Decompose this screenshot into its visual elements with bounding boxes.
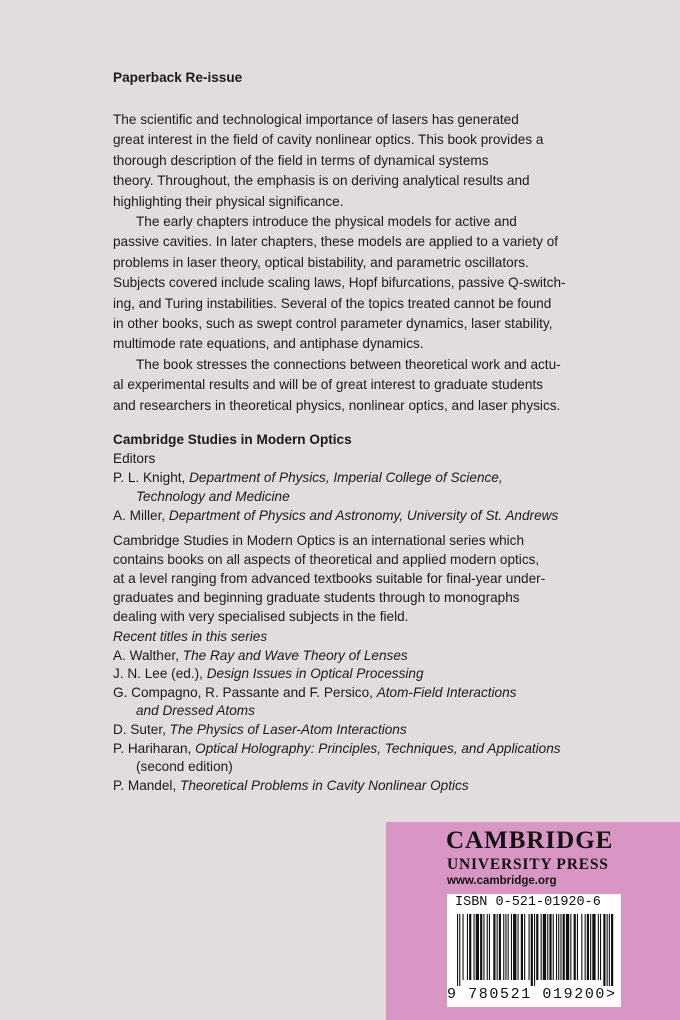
barcode-bar <box>508 914 509 980</box>
recent-title-entry <box>113 740 583 759</box>
editors-label: Editors <box>113 451 156 466</box>
barcode-bar <box>543 914 546 980</box>
recent-author: G. Compagno, R. Passante and F. Persico, <box>113 684 377 700</box>
barcode-bar <box>518 914 519 980</box>
editor-affiliation-cont: Technology and Medicine <box>136 489 290 504</box>
publisher-name: CAMBRIDGE <box>446 827 614 854</box>
barcode-bar <box>483 914 484 980</box>
description-line: great interest in the field of cavity nonlinear optics. This book provides a <box>113 132 544 148</box>
barcode-bar <box>536 914 538 980</box>
series-about-line: contains books on all aspects of theoretical and applied modern optics, <box>113 552 540 567</box>
publisher-subtitle: UNIVERSITY PRESS <box>447 856 609 873</box>
barcode-bar <box>459 914 460 986</box>
barcode-bar <box>577 914 578 980</box>
barcode-bar <box>493 914 495 980</box>
barcode-bar <box>600 914 601 980</box>
recent-titles <box>113 628 583 795</box>
barcode-bar <box>503 914 504 980</box>
recent-title: The Physics of Laser-Atom Interactions <box>169 721 407 737</box>
barcode-bar <box>499 914 501 980</box>
barcode-bar <box>574 914 576 980</box>
barcode-bar <box>487 914 488 980</box>
editor-affiliation: Department of Physics, Imperial College of Science, <box>189 470 503 485</box>
barcode-bars <box>453 914 615 986</box>
description-line: multimode rate equations, and antiphase dynamics. <box>113 336 424 352</box>
recent-author: P. Mandel, <box>113 777 181 793</box>
isbn-label: ISBN 0-521-01920-6 <box>455 895 601 910</box>
recent-title: Design Issues in Optical Processing <box>206 666 424 682</box>
barcode-bar <box>607 914 608 986</box>
series-about-line: graduates and beginning graduate students through to monographs <box>113 590 520 605</box>
barcode-bar <box>587 914 589 980</box>
barcode-bar <box>541 914 542 980</box>
description-line: al experimental results and will be of great interest to graduate students <box>113 377 543 393</box>
barcode-bar <box>592 914 595 980</box>
series-about-line: at a level ranging from advanced textbooks suitable for final-year under- <box>113 571 546 586</box>
editor-entry <box>113 468 583 487</box>
publisher-panel <box>386 822 680 1020</box>
recent-title-note: (second edition) <box>136 759 233 775</box>
description-line: theory. Throughout, the emphasis is on deriving analytical results and <box>113 173 530 189</box>
publisher-website: www.cambridge.org <box>447 875 557 887</box>
description-line: highlighting their physical significance. <box>113 193 344 209</box>
editor-name: A. Miller, <box>113 508 169 523</box>
barcode-bar <box>566 914 569 980</box>
recent-author: A. Walther, <box>113 647 183 663</box>
barcode-bar <box>585 914 586 980</box>
description-line: passive cavities. In later chapters, these models are applied to a variety of <box>113 234 559 250</box>
barcode-bar <box>547 914 548 980</box>
barcode-bar <box>480 914 482 980</box>
recent-title-entry <box>113 721 583 740</box>
recent-title-entry <box>113 647 583 666</box>
description-line: ing, and Turing instabilities. Several of the topics treated cannot be found <box>113 295 552 311</box>
barcode-bar <box>511 914 512 980</box>
barcode-bar <box>463 914 464 980</box>
barcode-bar <box>474 914 475 980</box>
recent-title: Theoretical Problems in Cavity Nonlinear Optics <box>180 777 469 793</box>
barcode-bar <box>524 914 525 980</box>
barcode-bar <box>513 914 516 980</box>
barcode-bar <box>581 914 582 980</box>
barcode-bar <box>531 914 533 986</box>
recent-author: P. Hariharan, <box>113 740 196 756</box>
description-line: and researchers in theoretical physics, nonlinear optics, and laser physics. <box>113 397 561 413</box>
ean-number: 9 780521 019200 <box>447 986 607 1003</box>
recent-title-cont: and Dressed Atoms <box>136 703 255 719</box>
description-line: The early chapters introduce the physical models for active and <box>136 214 517 230</box>
barcode-bar <box>563 914 565 980</box>
back-cover-heading: Paperback Re-issue <box>113 70 243 85</box>
ean-arrow: > <box>606 986 617 1003</box>
recent-author: D. Suter, <box>113 721 170 737</box>
barcode-bar <box>553 914 554 980</box>
barcode-bar <box>598 914 599 980</box>
barcode-bar <box>603 914 605 986</box>
barcode-bar <box>457 914 458 986</box>
barcode-bar <box>497 914 498 980</box>
barcode-bar <box>590 914 591 980</box>
barcode-bar <box>476 914 479 980</box>
recent-titles-label: Recent titles in this series <box>113 629 268 644</box>
recent-title: Atom-Field Interactions <box>376 684 517 700</box>
barcode-bar <box>611 914 613 986</box>
editor-entry <box>113 506 583 525</box>
barcode-bar <box>529 914 530 980</box>
recent-title-entry <box>113 665 583 684</box>
ean-digits <box>447 986 621 1003</box>
series-title: Cambridge Studies in Modern Optics <box>113 432 352 447</box>
book-description <box>113 110 583 416</box>
series-about-line: Cambridge Studies in Modern Optics is an international series which <box>113 533 525 548</box>
barcode-bar <box>469 914 471 980</box>
description-line: problems in laser theory, optical bistability, and parametric oscillators. <box>113 254 529 270</box>
recent-title: Optical Holography: Principles, Techniques, and Applications <box>195 740 561 756</box>
barcode <box>447 894 621 1007</box>
barcode-bar <box>505 914 506 980</box>
barcode-bar <box>570 914 571 980</box>
barcode-bar <box>558 914 559 980</box>
description-line: The book stresses the connections between theoretical work and actu- <box>136 356 561 372</box>
barcode-bar <box>467 914 468 980</box>
recent-title-entry <box>113 684 583 703</box>
barcode-bar <box>489 914 490 980</box>
barcode-bar <box>556 914 557 980</box>
editor-name: P. L. Knight, <box>113 470 190 485</box>
recent-title: The Ray and Wave Theory of Lenses <box>182 647 408 663</box>
barcode-bar <box>609 914 610 986</box>
description-line: thorough description of the field in terms of dynamical systems <box>113 152 489 168</box>
editor-affiliation: Department of Physics and Astronomy, University of St. Andrews <box>168 508 559 523</box>
series-about-line: dealing with very specialised subjects in the field. <box>113 609 409 624</box>
barcode-bar <box>521 914 523 980</box>
recent-title-entry <box>113 777 583 796</box>
description-line: in other books, such as swept control parameter dynamics, laser stability, <box>113 316 553 332</box>
barcode-bar <box>560 914 561 980</box>
description-line: Subjects covered include scaling laws, Hopf bifurcations, passive Q-switch- <box>113 275 566 291</box>
barcode-bar <box>549 914 551 980</box>
series-info <box>113 430 583 626</box>
barcode-bar <box>534 914 535 986</box>
recent-author: J. N. Lee (ed.), <box>113 666 207 682</box>
description-line: The scientific and technological importance of lasers has generated <box>113 112 519 127</box>
